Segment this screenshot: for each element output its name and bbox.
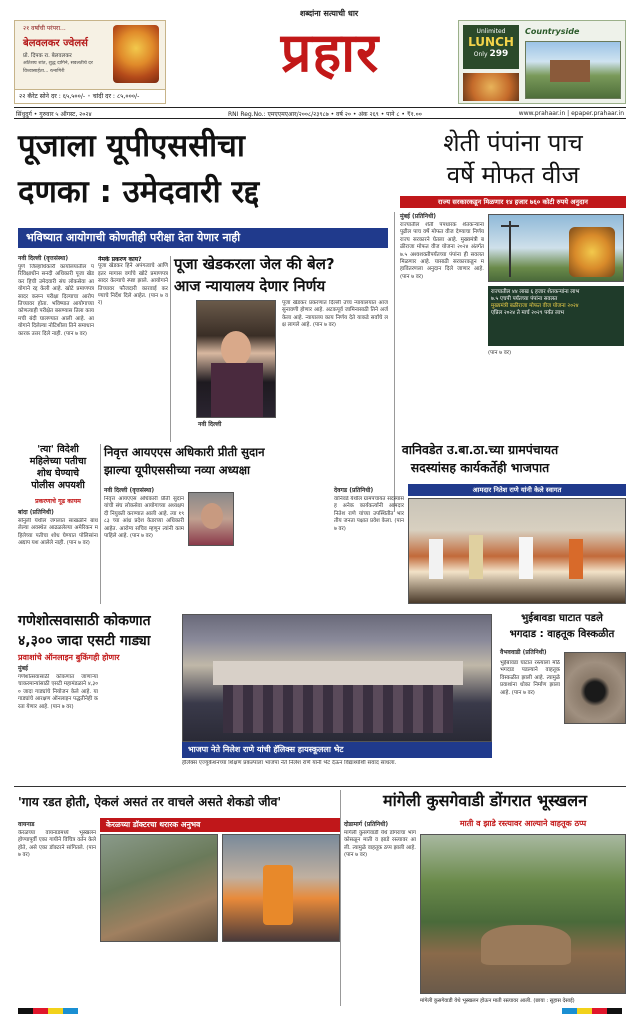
mangeli-strap: माती व झाडे रस्त्यावर आल्याने वाहतूक ठप्प <box>459 819 587 828</box>
videshi-headline-4[interactable]: पोलीस अपयशी <box>31 480 85 491</box>
ad-countryside-brand: Countryside <box>525 27 580 36</box>
pooja-photo <box>196 300 276 418</box>
videshi-body: सोनुर्ली येथील जंगलात साखळीने बांधलेल्या अवस्थेत आढळलेल्या अमेरिकन महिलेच्या पतीचा शोध घेण्यात पोलिसांना अद्याप यश आलेले नाही. (पान ७ वर) <box>18 518 98 547</box>
cow-headline[interactable]: 'गाय रडत होती, ऐकलं असतं तर वाचले असते शेकडो जीव' <box>18 795 282 809</box>
lead-headline-2[interactable]: दणका : उमेदवारी रद्द <box>18 174 260 210</box>
registration-info: RNI Reg.No.: एमएएमएआर/२००८/२३९८७ • वर्ष २० • अंक २६९ • पाने ८ • ₹१.०० <box>228 111 422 118</box>
farm-box-3: मुख्यमंत्री बळीराजा मोफत वीज योजना २०२४ <box>491 303 579 309</box>
farm-body: राज्यातील शेती पंपधारक शेतकऱ्यांना पुढील पाच वर्षे मोफत वीज देण्याचा निर्णय राज्य सरकारने घेतला आहे. मुख्यमंत्री बळीराजा मोफत वीज योजना २०२४ अंतर्गत ७.५ अश्वशक्तीपर्यंतच्या पंपांना ही सवलत मिळणार आहे. यासाठी सरकारकडून महावितरणला अनुदान दिले जाणार आहे. (पान ७ वर) <box>400 222 484 280</box>
mangeli-body: मांगेली कुसगेवाडी येथे डोंगराचा भाग कोसळून माती व झाडे रस्त्यावर आली. त्यामुळे वाहतूक ठप्प झाली आहे. (पान ७ वर) <box>344 830 416 859</box>
ad-only: Only <box>473 51 488 58</box>
helix-school-photo <box>182 614 492 742</box>
farm-body-tail: (पान ७ वर) <box>488 350 512 356</box>
ad-jewellers-line1: २१ वर्षांची परंपरा... <box>23 25 66 32</box>
lead-byline: नवी दिल्ली (वृत्तसंस्था) <box>18 255 69 262</box>
preeti-photo <box>188 492 234 546</box>
farm-headline-1[interactable]: शेती पंपांना पाच <box>443 129 583 157</box>
vanivade-photo <box>408 498 626 604</box>
silver-rate: चांदी दर : ८५,०००/- <box>92 93 140 100</box>
cow-body-col2 <box>100 946 340 1006</box>
cow-strap: केरळच्या डॉक्टरचा थरारक अनुभव <box>100 818 340 832</box>
bhuibavda-headline-1[interactable]: भुईबावडा घाटात पडले <box>521 613 603 624</box>
pooja-body: पूजा खेडकर प्रकरणात दिल्ली उच्च न्यायालयात आज सुनावणी होणार आहे. अटकपूर्व जामिनासाठी तिने अर्ज केला आहे. न्यायालय काय निर्णय देते याकडे सर्वांचे लक्ष लागले आहे. (पान ७ वर) <box>282 300 388 329</box>
ad-jewellers-line4: विश्वासार्हता... रत्नागिरी <box>23 69 65 74</box>
resort-photo <box>525 41 621 99</box>
bhuibavda-body: भुईबावडा घाटात रस्त्याला मोठे भगदाड पडल्याने वाहतूक विस्कळीत झाली आहे. त्यामुळे प्रवाशांना धोका निर्माण झाला आहे. (पान ७ वर) <box>500 660 560 696</box>
registration-mark-left <box>18 1008 78 1014</box>
goddess-image <box>113 25 159 83</box>
ganesh-byline: मुंबई <box>18 665 28 672</box>
vanivade-strap: आमदार नितेश राणे यांनी केले स्वागत <box>408 484 626 496</box>
ganesh-body: गणेशोत्सवासाठी कोकणात जाणाऱ्या चाकरमान्यांसाठी एसटी महामंडळाने ४,३०० जादा गाड्यांचे नियोजन केले आहे. या गाड्यांचे आरक्षण ऑनलाइन पद्धतीनेही करता येणार आहे. (पान ७ वर) <box>18 674 98 710</box>
pothole-photo <box>564 652 626 724</box>
ganesh-headline-1[interactable]: गणेशोत्सवासाठी कोकणात <box>18 613 151 629</box>
registration-mark-right <box>562 1008 622 1014</box>
ad-unlimited: Unlimited <box>476 28 506 35</box>
ad-lunch: LUNCH <box>468 35 514 49</box>
gold-rate: २२ कॅरेट सोने दर : ६५,५००/- <box>19 93 86 100</box>
videshi-tag: प्रकरणाचे गूढ कायम <box>35 498 81 505</box>
landslide-rescue-photo-1 <box>100 834 218 942</box>
farm-strap: राज्य सरकारकडून मिळणार १४ हजार ७६० कोटी रुपये अनुदान <box>400 196 626 208</box>
masthead-tagline: शब्दांना सत्याची धार <box>299 9 359 18</box>
preeti-body: निवृत्त आयएएस अधिकारी प्रीती सुदान यांची संघ लोकसेवा आयोगाच्या अध्यक्षपदी नियुक्ती करण्यात आली आहे. त्या १९८३ च्या आंध्र प्रदेश केडरच्या अधिकारी आहेत. आरोग्य सचिव म्हणून त्यांनी काम पाहिले आहे. (पान ७ वर) <box>104 496 184 540</box>
ganesh-strap: प्रवाशांचे ऑनलाइन बुकिंगही होणार <box>18 653 120 662</box>
cow-byline: वायनाड <box>18 821 35 828</box>
helix-subcaption: हॅलिक्स एज्युकेशनच्या शिक्षण प्रकल्पाला भाजपा नेते निलेश राणे यांनी भेट देऊन विद्यार्थ्यांशी संवाद साधला. <box>182 760 397 766</box>
ganesh-headline-2[interactable]: ४,३०० जादा एसटी गाड्या <box>18 633 151 649</box>
farm-box-1: राज्यातील ४४ लाख ६ हजार शेतकऱ्यांना लाभ <box>491 289 580 295</box>
farm-infobox <box>488 286 624 346</box>
videshi-headline-3[interactable]: शोध घेण्याचे <box>36 468 80 479</box>
cow-body: केरळच्या वायनाडमध्ये भूस्खलन होण्यापूर्वी एका गायीने विचित्र वर्तन केले होते, असे एका डॉक्टरने सांगितले. (पान ७ वर) <box>18 830 96 859</box>
ad-price: 299 <box>489 49 509 59</box>
vanivade-byline: देवगड (प्रतिनिधी) <box>334 487 374 494</box>
preeti-body-col2 <box>238 492 328 604</box>
preeti-byline: नवी दिल्ली (वृत्तसंस्था) <box>104 487 155 494</box>
lead-strap: भविष्यात आयोगाची कोणतीही परीक्षा देता येणार नाही <box>18 228 388 248</box>
pooja-headline-2[interactable]: आज न्यायालय देणार निर्णय <box>174 277 326 295</box>
lead-headline-1[interactable]: पूजाला यूपीएससीचा <box>18 128 245 164</box>
ad-countryside[interactable] <box>458 20 626 104</box>
farm-box-4: एप्रिल २०२४ ते मार्च २०२९ पर्यंत लाभ <box>491 310 565 316</box>
farm-headline-2[interactable]: वर्षे मोफत वीज <box>446 161 580 189</box>
vanivade-headline-2[interactable]: सदस्यांसह कार्यकर्तेही भाजपात <box>410 460 550 475</box>
lead-subhead: नेमके प्रकरण काय? <box>98 256 142 263</box>
preeti-headline-2[interactable]: झाल्या यूपीएससीच्या नव्या अध्यक्षा <box>104 463 251 477</box>
videshi-byline: बांदा (प्रतिनिधी) <box>18 509 54 516</box>
website-link[interactable]: www.prahaar.in | epaper.prahaar.in <box>518 110 624 117</box>
mangeli-caption: मांगेली कुसगेवाडी येथे भूस्खलन होऊन माती रस्त्यावर आली. (छाया : सुहास देसाई) <box>420 998 575 1004</box>
bhuibavda-headline-2[interactable]: भगदाड : वाहतूक विस्कळीत <box>509 629 615 640</box>
mangeli-landslide-photo <box>420 834 626 994</box>
mangeli-headline[interactable]: मांगेली कुसगेवाडी डोंगरात भूस्खलन <box>383 791 587 810</box>
pooja-headline-1[interactable]: पूजा खेडकरला जेल की बेल? <box>174 255 335 273</box>
vanivade-headline-1[interactable]: वानिवडेत उ.बा.ठा.च्या ग्रामपंचायत <box>401 442 559 457</box>
vanivade-body: वानिवडे येथील ग्रामपंचायत सदस्यांसह अनेक कार्यकर्त्यांनी आमदार नितेश राणे यांच्या उपस्थितीत भारतीय जनता पक्षात प्रवेश केला. (पान ७ वर) <box>334 496 404 532</box>
bhuibavda-byline: वैभववाडी (प्रतिनिधी) <box>500 649 547 656</box>
ad-jewellers-brand: बेलवलकर ज्वेलर्स <box>23 38 88 49</box>
issue-date: सिंधुदुर्ग • गुरुवार ५ ऑगस्ट, २०२४ <box>16 111 92 118</box>
landslide-rescue-photo-2 <box>222 834 340 942</box>
ad-jewellers[interactable]: २१ वर्षांची परंपरा... बेलवलकर ज्वेलर्स प्रो. दिपक रा. बेलवलकर अतिशय शांत, शुद्ध दागिने, सवलतीचे दर विश्वासार्हता... रत्नागिरी २२ कॅरेट सोने दर : ६५,५००/- • चांदी दर : ८५,०००/- <box>14 20 166 104</box>
helix-caption: भाजपा नेते निलेश राणे यांची हॅलिक्स हायस्कूलला भेट <box>182 742 492 758</box>
masthead-logo[interactable]: प्रहार <box>280 21 380 84</box>
ganesh-body-col2 <box>102 664 178 780</box>
farm-byline: मुंबई (प्रतिनिधी) <box>400 213 437 220</box>
ad-jewellers-line2: प्रो. दिपक रा. बेलवलकर <box>23 53 72 59</box>
food-photo <box>463 73 519 101</box>
videshi-headline-2[interactable]: महिलेच्या पतीचा <box>29 456 87 467</box>
tower-photo <box>488 214 624 282</box>
lead-body-col2 <box>98 256 168 442</box>
mangeli-byline: दोडामार्ग (प्रतिनिधी) <box>344 821 389 828</box>
lead-body2: पूजा खेडकर हिने अपंगत्वाचे आणि इतर मागास वर्गाचे खोटे प्रमाणपत्र सादर केल्याचे स्पष्ट झाले. आयोगाने तिच्यावर फौजदारी कारवाई करण्याचे निर्देश दिले आहेत. (पान ७ वर) <box>98 263 168 307</box>
pooja-byline: नवी दिल्ली <box>198 421 222 428</box>
preeti-headline-1[interactable]: निवृत्त आयएएस अधिकारी प्रीती सुदान <box>104 445 265 459</box>
farm-box-2: ७.५ एचपी पर्यंतच्या पंपांना सवलत <box>491 296 558 302</box>
videshi-headline-1[interactable]: 'त्या' विदेशी <box>37 444 79 455</box>
ad-jewellers-line3: अतिशय शांत, शुद्ध दागिने, सवलतीचे दर <box>23 61 93 66</box>
lead-body: पुणे जिल्हाधिकारी कार्यालयातील परिविक्षाधीन सनदी अधिकारी पूजा खेडकर हिची उमेदवारी संघ लोकसेवा आयोगाने रद्द केली आहे. खोटे प्रमाणपत्र सादर करून परीक्षा दिल्याचा आरोप तिच्यावर होता. भविष्यात आयोगाच्या कोणत्याही परीक्षेत बसण्यास तिला कायमची बंदी घालण्यात आली आहे. आयोगाने दिलेल्या नोटिशीला तिने समाधानकारक उत्तर दिले नाही. (पान ७ वर) <box>18 264 94 337</box>
